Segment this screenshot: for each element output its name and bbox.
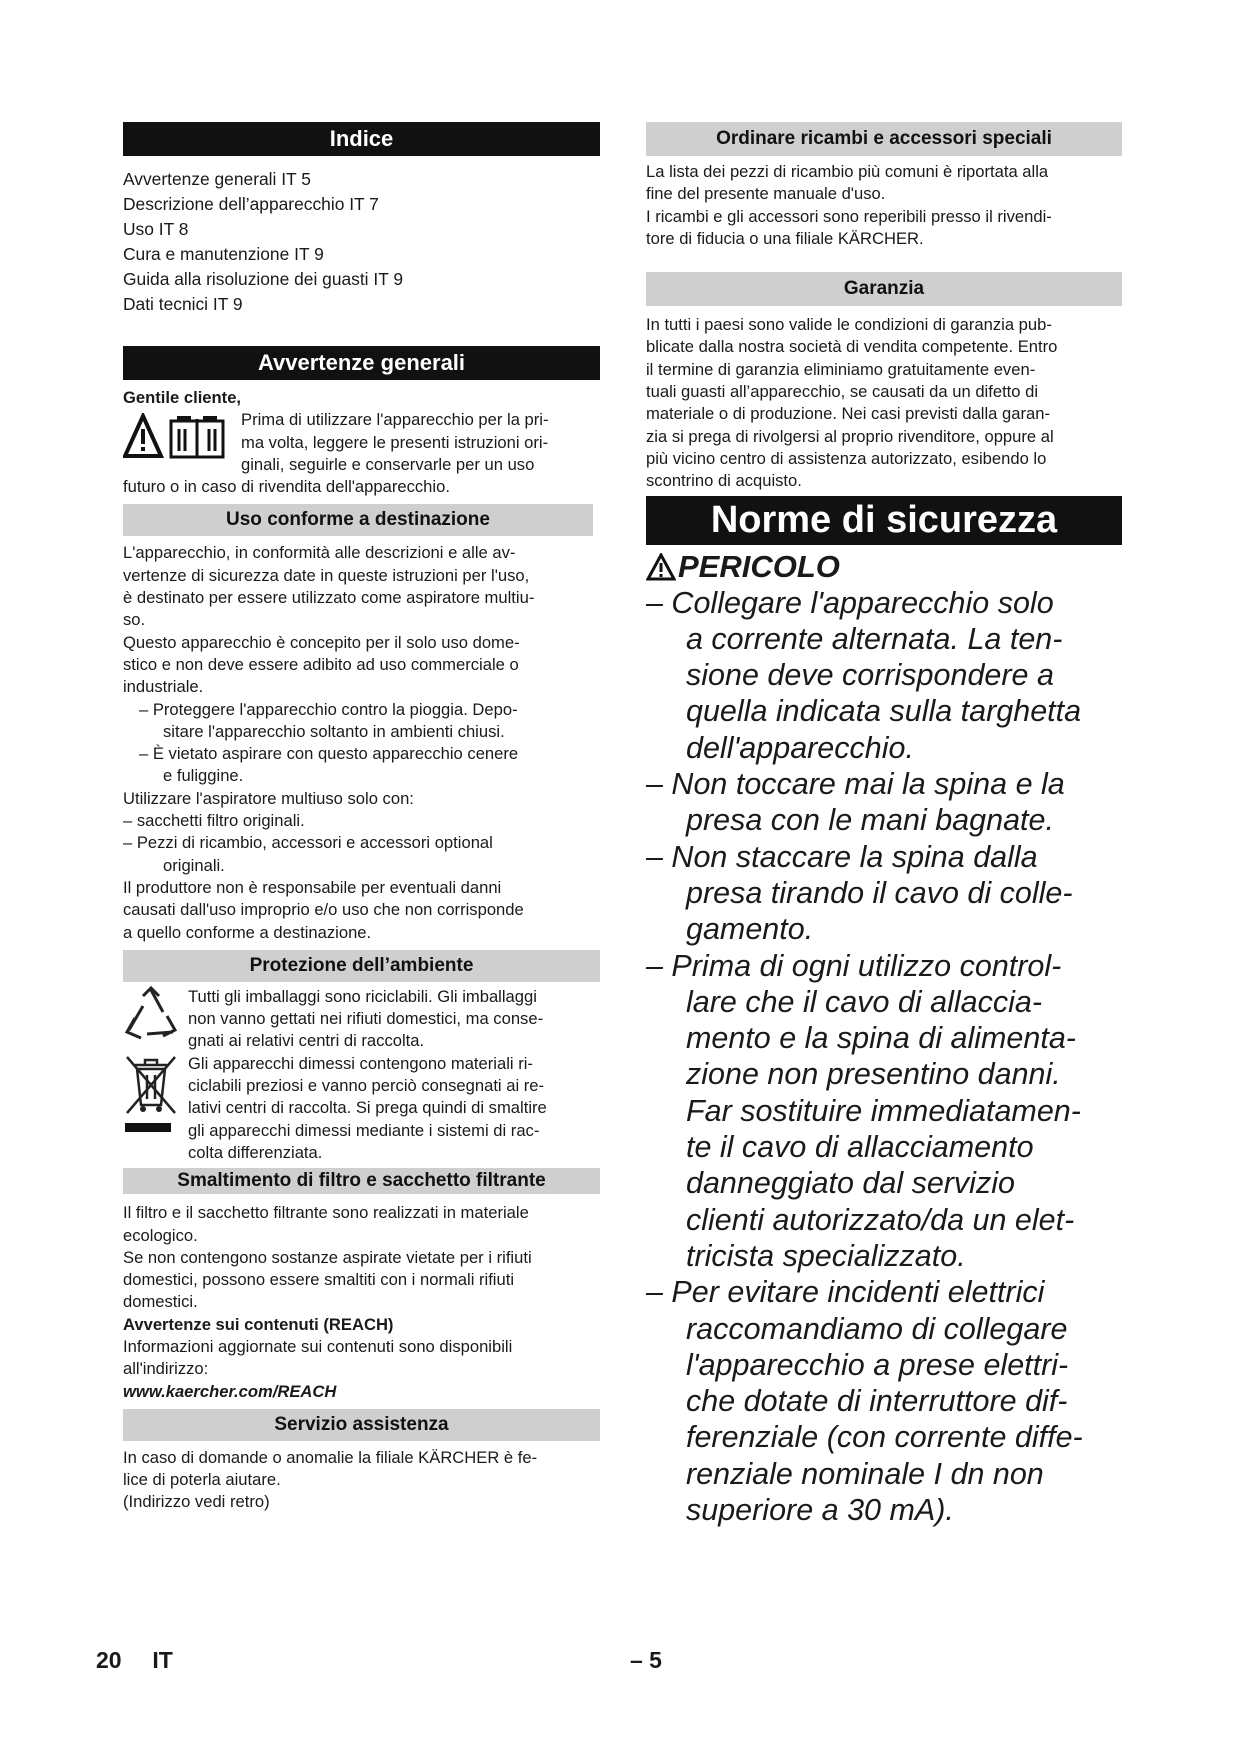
section-heading-smaltimento: Smaltimento di filtro e sacchetto filtrante <box>123 1168 600 1194</box>
body-line: domestici. <box>123 1292 198 1312</box>
body-line: La lista dei pezzi di ricambio più comuni è riportata alla <box>646 162 1049 181</box>
body-line: è destinato per essere utilizzato come aspiratore multiu- <box>123 588 535 608</box>
danger-text: PERICOLO <box>678 548 840 584</box>
safety-line: a corrente alternata. La ten- <box>686 621 1063 656</box>
safety-line: – Non staccare la spina dalla <box>646 839 1038 874</box>
safety-line: zione non presentino danni. <box>686 1057 1061 1092</box>
safety-line: raccomandiamo di collegare <box>686 1311 1068 1346</box>
recycle-line: non vanno gettati nei rifiuti domestici, ma conse- <box>188 1009 544 1029</box>
left-column <box>123 122 600 1514</box>
body-line: a quello conforme a destinazione. <box>123 922 372 942</box>
recycle-notice <box>123 986 600 1053</box>
warning-icon <box>646 553 676 581</box>
page-number: 20 <box>96 1647 122 1673</box>
body-line: In tutti i paesi sono valide le condizioni di garanzia pub- <box>646 315 1052 335</box>
body-line: più vicino centro di assistenza autorizzato, esibendo lo <box>646 448 1047 468</box>
section-heading-norme: Norme di sicurezza <box>646 496 1122 545</box>
body-line: Il produttore non è responsabile per eventuali danni <box>123 877 502 897</box>
body-line: Il filtro e il sacchetto filtrante sono realizzati in materiale <box>123 1203 529 1223</box>
safety-line: – Per evitare incidenti elettrici <box>646 1275 1045 1310</box>
danger-label <box>646 549 1122 585</box>
toc-item[interactable]: Guida alla risoluzione dei guasti IT 9 <box>123 269 404 289</box>
safety-line: lare che il cavo di allaccia- <box>686 984 1042 1019</box>
safety-line: clienti autorizzato/da un elet- <box>686 1202 1075 1237</box>
safety-line: dell'apparecchio. <box>686 730 914 765</box>
body-line: industriale. <box>123 677 204 697</box>
body-line: In caso di domande o anomalie la filiale KÄRCHER è fe- <box>123 1447 538 1467</box>
safety-line: – Collegare l'apparecchio solo <box>646 585 1054 620</box>
safety-line: mento e la spina di alimenta- <box>686 1021 1076 1056</box>
reach-link[interactable]: www.kaercher.com/REACH <box>123 1381 337 1401</box>
toc-item[interactable]: Descrizione dell’apparecchio IT 7 <box>123 194 379 214</box>
bullet-cont: e fuliggine. <box>163 766 244 786</box>
warning-manual-icon <box>123 413 235 461</box>
body-line: blicate dalla nostra società di vendita competente. Entro <box>646 337 1058 357</box>
notice-line: ginali, seguirle e conservarle per un uso <box>241 454 535 474</box>
bullet-line: – Proteggere l'apparecchio contro la pioggia. Depo- <box>139 699 518 719</box>
notice-line: ma volta, leggere le presenti istruzioni ori- <box>241 432 549 452</box>
safety-line: gamento. <box>686 912 814 947</box>
body-line: domestici, possono essere smaltiti con i normali rifiuti <box>123 1270 515 1290</box>
safety-line: presa tirando il cavo di colle- <box>686 875 1073 910</box>
bullet-cont: sitare l'apparecchio soltanto in ambienti chiusi. <box>163 721 505 741</box>
recycle-icon <box>123 986 179 1046</box>
safety-line: l'apparecchio a prese elettri- <box>686 1347 1069 1382</box>
safety-line: tricista specializzato. <box>686 1238 966 1273</box>
weee-line: ciclabili preziosi e vanno perciò consegnati ai re- <box>188 1076 545 1096</box>
body-line: vertenze di sicurezza date in queste istruzioni per l'uso, <box>123 565 530 585</box>
right-column <box>646 122 1122 1528</box>
manual-notice <box>123 409 600 476</box>
safety-line: renziale nominale I dn non <box>686 1456 1044 1491</box>
body-line: L'apparecchio, in conformità alle descrizioni e alle av- <box>123 543 516 563</box>
safety-line: che dotate di interruttore dif- <box>686 1384 1068 1419</box>
safety-line: ferenziale (con corrente diffe- <box>686 1420 1083 1455</box>
body-line: scontrino di acquisto. <box>646 471 802 491</box>
safety-item <box>646 839 1122 948</box>
body-line: il termine di garanzia eliminiamo gratuitamente even- <box>646 359 1036 379</box>
notice-line: futuro o in caso di rivendita dell'apparecchio. <box>123 477 450 497</box>
section-heading-servizio: Servizio assistenza <box>123 1409 600 1441</box>
body-line: Se non contengono sostanze aspirate vietate per i rifiuti <box>123 1247 532 1267</box>
section-heading-garanzia: Garanzia <box>646 272 1122 306</box>
body-line: Informazioni aggiornate sui contenuti sono disponibili <box>123 1336 513 1356</box>
section-heading-uso-conforme: Uso conforme a destinazione <box>123 504 593 536</box>
section-heading-indice: Indice <box>123 122 600 156</box>
safety-line: Far sostituire immediatamen- <box>686 1093 1081 1128</box>
reach-heading: Avvertenze sui contenuti (REACH) <box>123 1314 394 1334</box>
body-line: materiale o di produzione. Nei casi previsti dalla garan- <box>646 404 1050 424</box>
toc-item[interactable]: Avvertenze generali IT 5 <box>123 169 311 189</box>
body-line: ecologico. <box>123 1225 198 1245</box>
safety-line: danneggiato dal servizio <box>686 1166 1015 1201</box>
greeting: Gentile cliente, <box>123 388 242 407</box>
safety-item <box>646 948 1122 1275</box>
body-line: stico e non deve essere adibito ad uso commerciale o <box>123 654 519 674</box>
body-line: Utilizzare l'aspiratore multiuso solo con: <box>123 788 414 808</box>
safety-item <box>646 585 1122 766</box>
section-heading-protezione: Protezione dell’ambiente <box>123 950 600 982</box>
bullet-line: – Pezzi di ricambio, accessori e accessori optional <box>123 833 493 853</box>
toc-item[interactable]: Dati tecnici IT 9 <box>123 294 243 314</box>
toc-item[interactable]: Uso IT 8 <box>123 219 189 239</box>
body-line: Questo apparecchio è concepito per il solo uso dome- <box>123 632 520 652</box>
weee-line: gli apparecchi dimessi mediante i sistemi di rac- <box>188 1120 540 1140</box>
weee-line: colta differenziata. <box>188 1142 323 1162</box>
page-number-footer <box>96 1647 173 1674</box>
safety-line: te il cavo di allacciamento <box>686 1130 1034 1165</box>
recycle-line: Tutti gli imballaggi sono riciclabili. Gli imballaggi <box>188 986 537 1006</box>
weee-line: Gli apparecchi dimessi contengono materiali ri- <box>188 1053 533 1073</box>
safety-item <box>646 766 1122 839</box>
section-page-number: – 5 <box>630 1647 662 1673</box>
safety-line: sione deve corrispondere a <box>686 658 1054 693</box>
body-line: tore di fiducia o una filiale KÄRCHER. <box>646 228 924 248</box>
safety-line: presa con le mani bagnate. <box>686 803 1054 838</box>
safety-item <box>646 1274 1122 1528</box>
body-line: so. <box>123 610 146 630</box>
body-line: zia si prega di rivolgersi al proprio rivenditore, oppure al <box>646 426 1054 446</box>
body-line: tuali guasti all’apparecchio, se causati da un difetto di <box>646 382 1039 402</box>
crossed-bin-icon <box>123 1053 179 1141</box>
body-line: all'indirizzo: <box>123 1359 209 1379</box>
body-line: lice di poterla aiutare. <box>123 1470 281 1490</box>
section-heading-avvertenze: Avvertenze generali <box>123 346 600 380</box>
notice-line: Prima di utilizzare l'apparecchio per la pri- <box>241 410 549 430</box>
weee-notice <box>123 1053 600 1164</box>
weee-line: lativi centri di raccolta. Si prega quindi di smaltire <box>188 1098 547 1118</box>
recycle-line: gnati ai relativi centri di raccolta. <box>188 1031 425 1051</box>
bullet-line: – sacchetti filtro originali. <box>123 811 305 831</box>
safety-line: – Prima di ogni utilizzo control- <box>646 948 1062 983</box>
body-line: (Indirizzo vedi retro) <box>123 1492 270 1512</box>
safety-list <box>646 585 1122 1529</box>
toc-item[interactable]: Cura e manutenzione IT 9 <box>123 244 324 264</box>
safety-line: quella indicata sulla targhetta <box>686 694 1082 729</box>
language-code: IT <box>152 1647 173 1673</box>
safety-line: superiore a 30 mA). <box>686 1492 954 1527</box>
bullet-cont: originali. <box>163 855 225 875</box>
toc-list <box>123 167 600 317</box>
body-line: causati dall'uso improprio e/o uso che non corrisponde <box>123 900 524 920</box>
section-heading-ricambi: Ordinare ricambi e accessori speciali <box>646 122 1122 156</box>
body-line: fine del presente manuale d'uso. <box>646 184 886 204</box>
body-line: I ricambi e gli accessori sono reperibili presso il rivendi- <box>646 206 1052 226</box>
safety-line: – Non toccare mai la spina e la <box>646 767 1065 802</box>
bullet-line: – È vietato aspirare con questo apparecchio cenere <box>139 744 519 764</box>
